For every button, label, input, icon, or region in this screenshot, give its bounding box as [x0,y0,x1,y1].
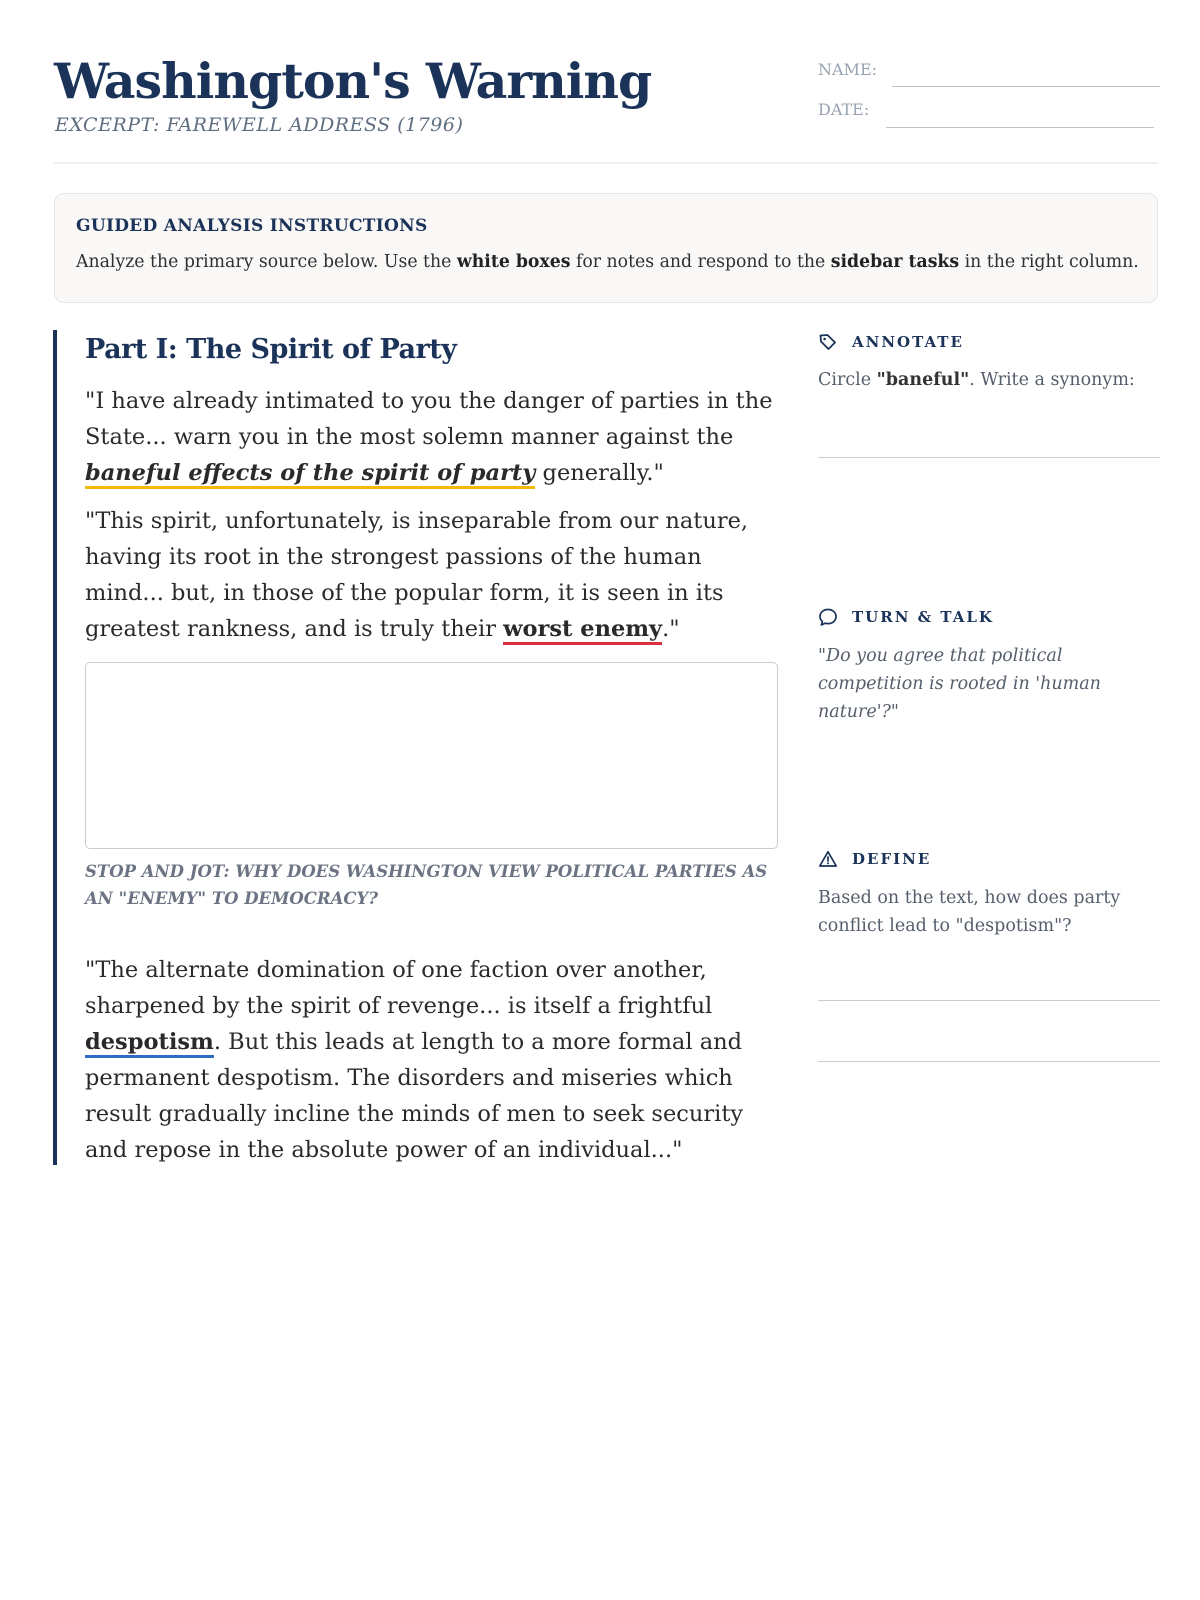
date-field[interactable] [886,127,1154,128]
highlight-despotism: despotism [85,1029,214,1058]
highlight-baneful-effects: baneful effects of the spirit of party [85,460,535,489]
define-answer-line-2[interactable] [818,1061,1160,1062]
turn-talk-question: "Do you agree that political competition is rooted in 'human nature'?" [818,646,1101,722]
worksheet-title: Washington's Warning [54,52,652,110]
define-answer-line-1[interactable] [818,1000,1160,1001]
highlight-worst-enemy: worst enemy [503,616,662,645]
annotate-task: Circle "baneful". Write a synonym: [818,370,1135,390]
instructions-bold-sidebar-tasks: sidebar tasks [830,252,960,272]
stop-and-jot-prompt: STOP AND JOT: WHY DOES WASHINGTON VIEW POLITICAL PARTIES AS AN "ENEMY" TO DEMOCRACY? [85,862,768,908]
worksheet-subtitle: EXCERPT: FAREWELL ADDRESS (1796) [55,114,464,136]
tag-icon [818,332,838,352]
turn-talk-header [818,607,994,627]
define-title: DEFINE [852,850,932,868]
date-label: DATE: [818,100,870,119]
source-accent-bar [53,330,57,1165]
source-paragraph-3: "The alternate domination of one faction over another, sharpened by the spirit of revenge... is itself a frightful despotism. But this leads at length to a more formal and permanent despotism. The disorders and miseries which result gradually incline the minds of men to seek security and repose in the absolute power of an individual..." [85,957,744,1163]
warning-triangle-icon [818,849,838,869]
name-label: NAME: [818,60,878,79]
name-field[interactable] [892,86,1160,87]
instructions-bold-white-boxes: white boxes [456,252,571,272]
annotate-title: ANNOTATE [852,333,964,351]
source-paragraph-2: "This spirit, unfortunately, is inseparable from our nature, having its root in the strongest passions of the human mind... but, in those of the popular form, it is seen in its greatest rankness, and is truly their worst enemy." [85,503,785,647]
annotate-header [818,332,964,352]
instructions-box [54,193,1158,303]
define-header [818,849,931,869]
stop-and-jot-note-box[interactable] [85,662,778,849]
part-title: Part I: The Spirit of Party [85,334,457,365]
define-question: Based on the text, how does party conflict lead to "despotism"? [818,888,1121,936]
instructions-title: GUIDED ANALYSIS INSTRUCTIONS [76,216,428,236]
source-paragraph-1: "I have already intimated to you the danger of parties in the State... warn you in the most solemn manner against the baneful effects of the spirit of party generally." [85,383,785,491]
turn-talk-title: TURN & TALK [852,608,994,626]
instructions-text: Analyze the primary source below. Use the white boxes for notes and respond to the sidebar tasks in the right column. [76,252,1139,272]
speech-bubble-icon [818,607,838,627]
header-divider [54,162,1158,164]
synonym-answer-line[interactable] [818,457,1160,458]
